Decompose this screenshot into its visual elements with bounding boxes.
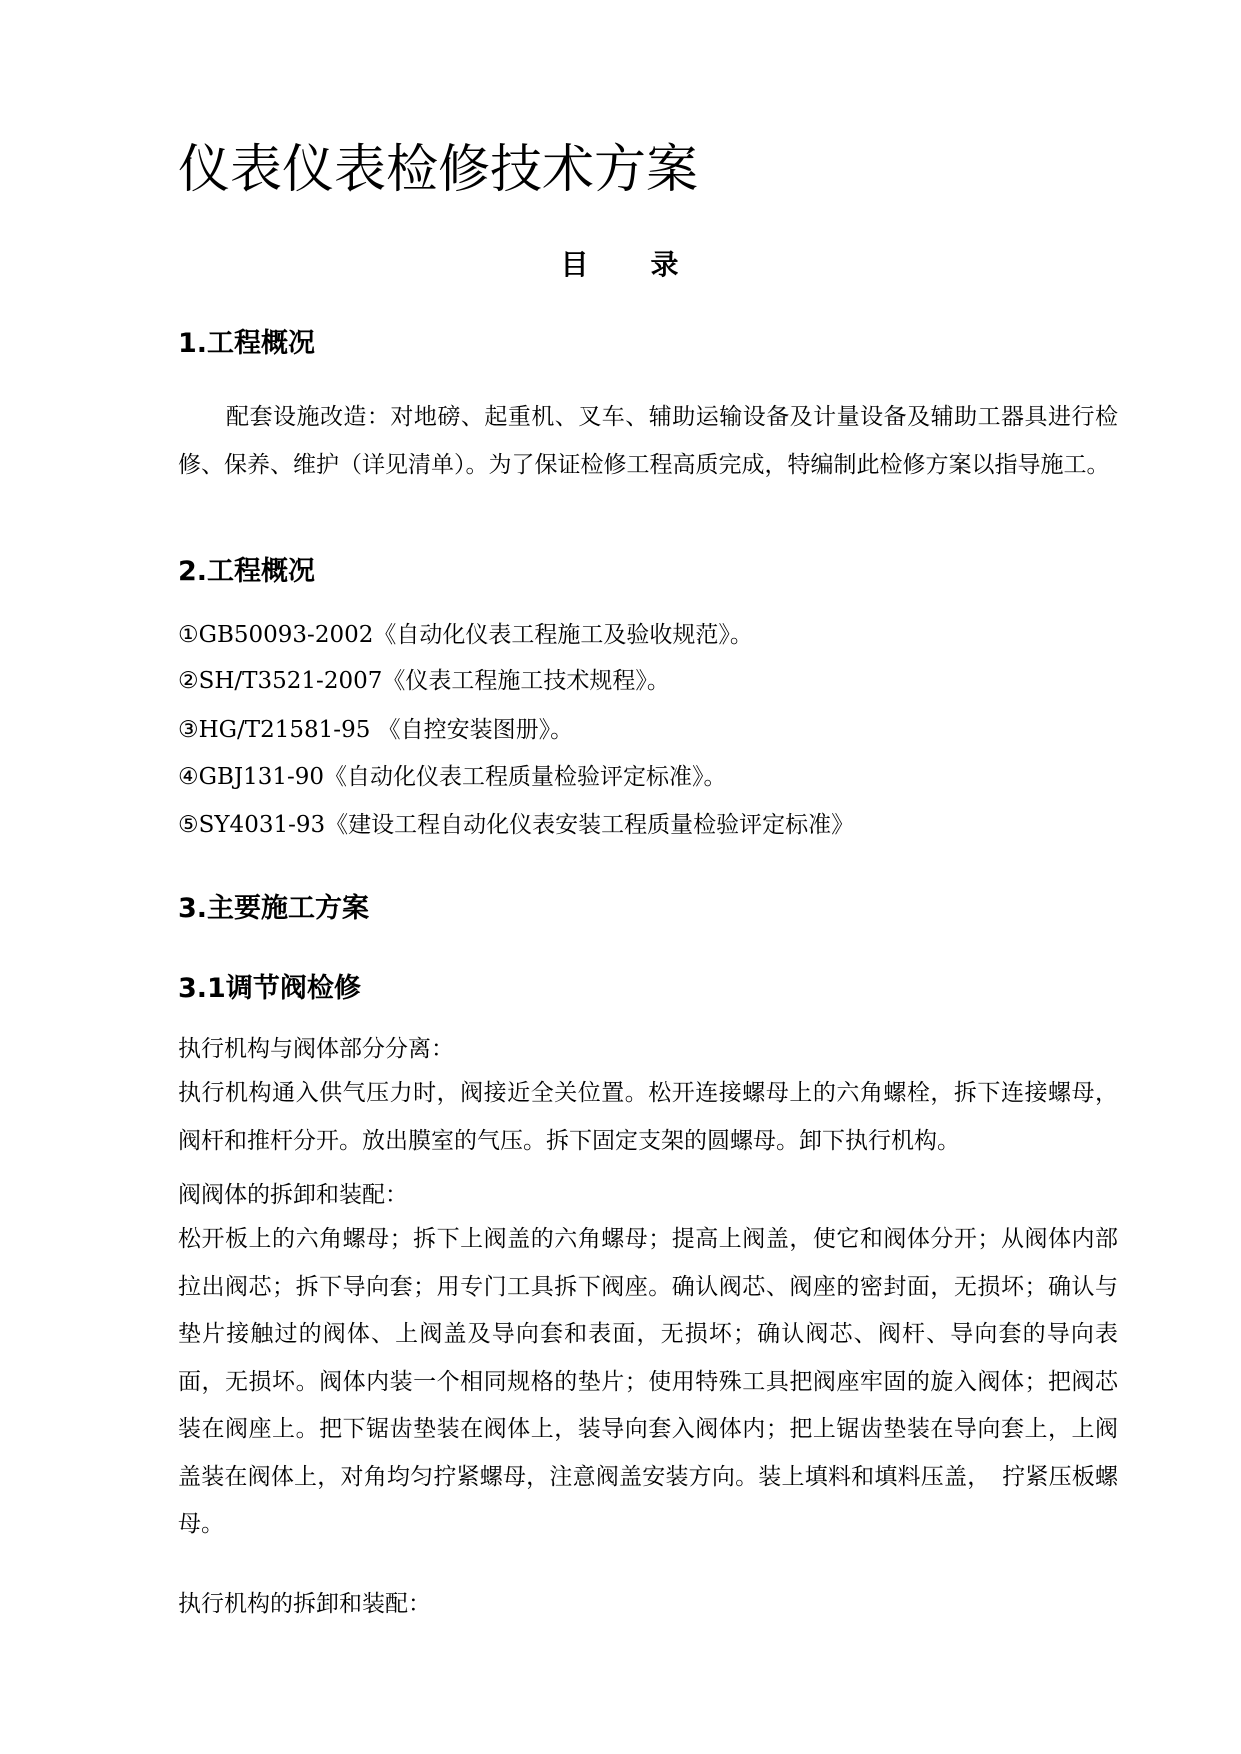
- standard-item-5: ⑤SY4031-93《建设工程自动化仪表安装工程质量检验评定标准》: [178, 812, 855, 838]
- paragraph-actuator-detail: 执行机构通入供气压力时，阀接近全关位置。松开连接螺母上的六角螺栓，拆下连接螺母，阀杆和推杆分开。放出膜室的气压。拆下固定支架的圆螺母。卸下执行机构。: [178, 1080, 1118, 1154]
- standard-item-4: ④GBJ131-90《自动化仪表工程质量检验评定标准》。: [178, 764, 727, 790]
- text-line-actuator-disassembly: 执行机构的拆卸和装配：: [178, 1591, 431, 1617]
- section-2-heading: 2.工程概况: [178, 556, 316, 587]
- document-title: 仪表仪表检修技术方案: [178, 140, 699, 200]
- section-1-heading: 1.工程概况: [178, 328, 316, 359]
- text-line-actuator-separation: 执行机构与阀体部分分离：: [178, 1036, 454, 1062]
- standard-item-3: ③HG/T21581-95 《自控安装图册》。: [178, 717, 574, 743]
- section-1-paragraph: 配套设施改造：对地磅、起重机、叉车、辅助运输设备及计量设备及辅助工器具进行检修、保养、维护（详见清单）。为了保证检修工程高质完成，特编制此检修方案以指导施工。: [178, 404, 1118, 478]
- section-3-heading: 3.主要施工方案: [178, 893, 370, 924]
- paragraph-valve-body-detail: 松开板上的六角螺母；拆下上阀盖的六角螺母；提高上阀盖，使它和阀体分开；从阀体内部拉出阀芯；拆下导向套；用专门工具拆下阀座。确认阀芯、阀座的密封面，无损坏；确认与垫片接触过的阀体、上阀盖及导向套和表面，无损坏；确认阀芯、阀杆、导向套的导向表面，无损坏。阀体内装一个相同规格的垫片；使用特殊工具把阀座牢固的旋入阀体；把阀芯装在阀座上。把下锯齿垫装在阀体上，装导向套入阀体内；把上锯齿垫装在导向套上，上阀盖装在阀体上，对角均匀拧紧螺母，注意阀盖安装方向。装上填料和填料压盖， 拧紧压板螺母。: [178, 1226, 1118, 1537]
- standard-item-2: ②SH/T3521-2007《仪表工程施工技术规程》。: [178, 668, 670, 694]
- section-3-1-heading: 3.1调节阀检修: [178, 973, 361, 1004]
- toc-title: 目 录: [560, 248, 681, 281]
- text-line-valve-body: 阀阀体的拆卸和装配：: [178, 1182, 408, 1208]
- standard-item-1: ①GB50093-2002《自动化仪表工程施工及验收规范》。: [178, 622, 753, 648]
